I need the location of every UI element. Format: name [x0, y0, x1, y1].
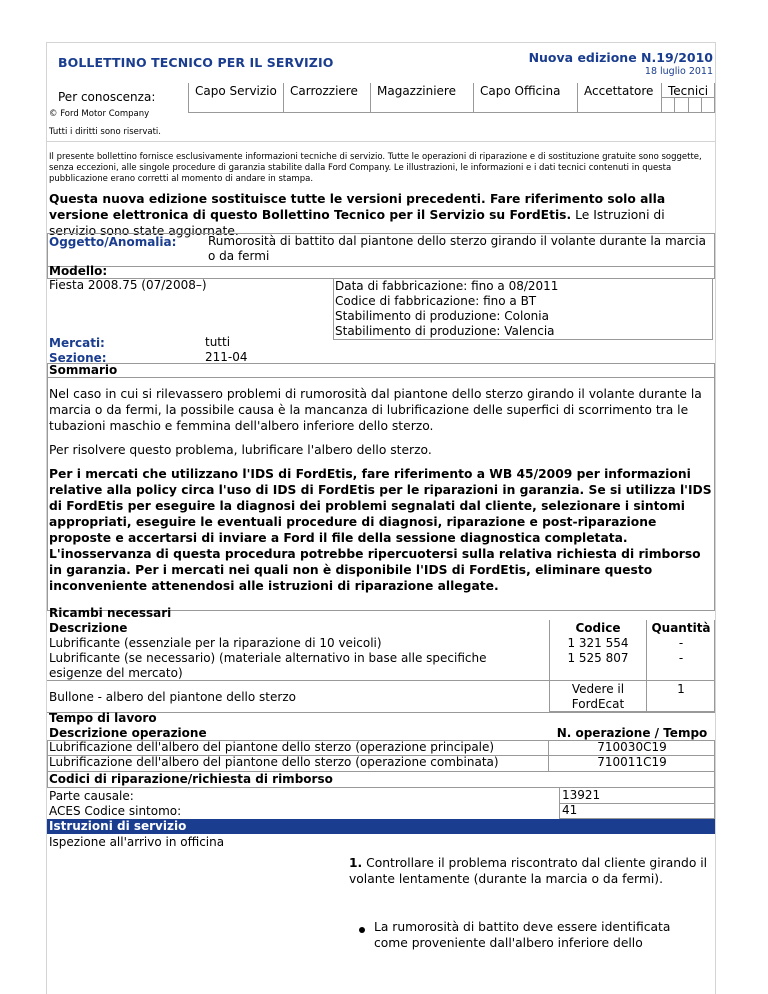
codici-parte-label: Parte causale: — [49, 789, 134, 803]
ricambi-row-divider — [47, 680, 715, 681]
ricambi-label: Ricambi necessari — [49, 606, 172, 620]
step-1 — [349, 855, 709, 887]
sommario-p1: Nel caso in cui si rilevassero problemi di rumorosità dal piantone dello sterzo girando il volante durante la marcia o da fermi, la possibile causa è la mancanza di lubrificazione delle superfici di scorrimento tra le tubazioni maschio e femmina dell'albero inferiore dello sterzo. — [49, 387, 702, 433]
bullet-dot — [359, 927, 365, 933]
rights-reserved: Tutti i diritti sono riservati. — [49, 127, 161, 137]
mercati-value: tutti — [205, 335, 231, 349]
ricambi-row-2-desc: Lubrificante (se necessario) (materiale alternativo in base alle specifiche esigenze del mercato) — [49, 651, 487, 680]
ricambi-row-1-code: 1 321 554 — [567, 636, 629, 650]
ricambi-row-3-desc: Bullone - albero del piantone dello sterzo — [49, 690, 296, 704]
ricambi-col-qty: Quantità — [651, 621, 711, 635]
sezione-value: 211-04 — [205, 350, 248, 364]
bulletin-header — [47, 43, 715, 142]
sommario-p3: Per i mercati che utilizzano l'IDS di FordEtis, fare riferimento a WB 45/2009 per informazioni relative alla policy circa l'uso di IDS di FordEtis per le riparazioni in garanzia. Se si utilizza l'IDS di FordEtis per eseguire la diagnosi dei problemi segnalati dal cliente, selezionare i sintomi appropriati, eseguire le eventuali procedure di diagnosi, riparazione e post-riparazione proposte e accertarsi di inviare a Ford il file della sessione diagnostica completata. L'inosservanza di questa procedura potrebbe ripercuotersi sulla relativa richiesta di rimborso in garanzia. Per i mercati nei quali non è disponibile l'IDS di FordEtis, eliminare questo inconveniente attenendosi alle istruzioni di riparazione allegate. — [49, 467, 712, 593]
ricambi-col-desc: Descrizione — [49, 621, 128, 635]
detail-codice-fabbricazione: Codice di fabbricazione: fino a BT — [335, 294, 537, 308]
codici-label: Codici di riparazione/richiesta di rimborso — [49, 772, 333, 786]
tecnici-subcells — [662, 97, 714, 112]
ricambi-row-2-code: 1 525 807 — [567, 651, 629, 665]
tempo-label: Tempo di lavoro — [49, 711, 157, 725]
disclaimer: Il presente bollettino fornisce esclusivamente informazioni tecniche di servizio. Tutte le operazioni di riparazione e di sostituzione gratuite sono soggette, senza eccezioni, alle singole procedure di garanzia stabilite dalla Ford Company. Le illustrazioni, le informazioni e i dati tecnici contenuti in questa pubblicazione erano corretti al momento di andare in stampa. — [49, 152, 702, 184]
role-magazziniere: Magazziniere — [371, 83, 474, 113]
tempo-col-op: N. operazione / Tempo — [556, 726, 708, 740]
ispezione-heading: Ispezione all'arrivo in officina — [49, 835, 225, 849]
oggetto-row — [47, 233, 715, 267]
notice-normal: Le Istruzioni di servizio sono state aggiornate. — [49, 208, 665, 238]
sezione-label: Sezione: — [49, 351, 107, 365]
bullet-1-text: La rumorosità di battito deve essere identificata come proveniente dall'albero inferiore dello — [374, 920, 671, 950]
detail-data-fabbricazione: Data di fabbricazione: fino a 08/2011 — [335, 279, 559, 293]
oggetto-value: Rumorosità di battito dal piantone dello sterzo girando il volante durante la marcia o da fermi — [208, 234, 706, 263]
notice-bold: Questa nuova edizione sostituisce tutte le versioni precedenti. Fare riferimento solo alla versione elettronica di questo Bollettino Tecnico per il Servizio su FordEtis. — [49, 192, 666, 222]
modello-value: Fiesta 2008.75 (07/2008–) — [49, 278, 207, 292]
sommario-header — [47, 363, 715, 378]
role-carrozziere: Carrozziere — [284, 83, 371, 113]
ricambi-row-2-qty: - — [678, 651, 684, 665]
codici-parte-value: 13921 — [562, 788, 601, 802]
edition-notice — [49, 191, 713, 239]
bulletin-page — [46, 42, 716, 994]
role-accettatore: Accettatore — [578, 83, 662, 113]
detail-stabilimento-valencia: Stabilimento di produzione: Valencia — [335, 324, 555, 338]
copyright: © Ford Motor Company — [49, 109, 150, 119]
ricambi-col-code: Codice — [575, 621, 621, 635]
oggetto-label: Oggetto/Anomalia: — [49, 235, 177, 249]
ricambi-row-3-qty: 1 — [677, 682, 685, 696]
codici-header — [47, 772, 715, 788]
role-capo-servizio: Capo Servizio — [188, 83, 284, 113]
modello-details — [333, 279, 713, 340]
per-conoscenza-label: Per conoscenza: — [58, 90, 156, 104]
codici-row-divider — [559, 803, 715, 804]
tempo-row-1-desc: Lubrificazione dell'albero del piantone dello sterzo (operazione principale) — [49, 740, 495, 754]
detail-stabilimento-colonia: Stabilimento di produzione: Colonia — [335, 309, 549, 323]
codici-aces-label: ACES Codice sintomo: — [49, 804, 182, 818]
sommario-p2: Per risolvere questo problema, lubrificare l'albero dello sterzo. — [49, 443, 432, 457]
edition-number: Nuova edizione N.19/2010 — [528, 50, 713, 65]
tempo-row-1-op: 710030C19 — [597, 740, 667, 754]
mercati-label: Mercati: — [49, 336, 105, 350]
tempo-row-2-desc: Lubrificazione dell'albero del piantone dello sterzo (operazione combinata) — [49, 755, 499, 769]
bulletin-title: BOLLETTINO TECNICO PER IL SERVIZIO — [58, 55, 334, 70]
ricambi-row-3-code: Vedere il FordEcat — [571, 682, 625, 711]
role-capo-officina: Capo Officina — [474, 83, 578, 113]
step-1-number: 1. — [349, 856, 363, 870]
tempo-row-2-op: 710011C19 — [597, 755, 667, 769]
modello-label: Modello: — [49, 264, 108, 278]
ricambi-row-1-qty: - — [678, 636, 684, 650]
edition-date: 18 luglio 2011 — [644, 66, 713, 77]
istruzioni-bar: Istruzioni di servizio — [47, 819, 715, 834]
role-tecnici: Tecnici — [662, 83, 715, 113]
codici-aces-value: 41 — [562, 803, 578, 817]
ricambi-row-1-desc: Lubrificante (essenziale per la riparazione di 10 veicoli) — [49, 636, 382, 650]
step-1-text: Controllare il problema riscontrato dal cliente girando il volante lentamente (durante la marcia o da fermi). — [349, 856, 708, 886]
tempo-col-desc: Descrizione operazione — [49, 726, 207, 740]
sommario-label: Sommario — [49, 363, 118, 377]
